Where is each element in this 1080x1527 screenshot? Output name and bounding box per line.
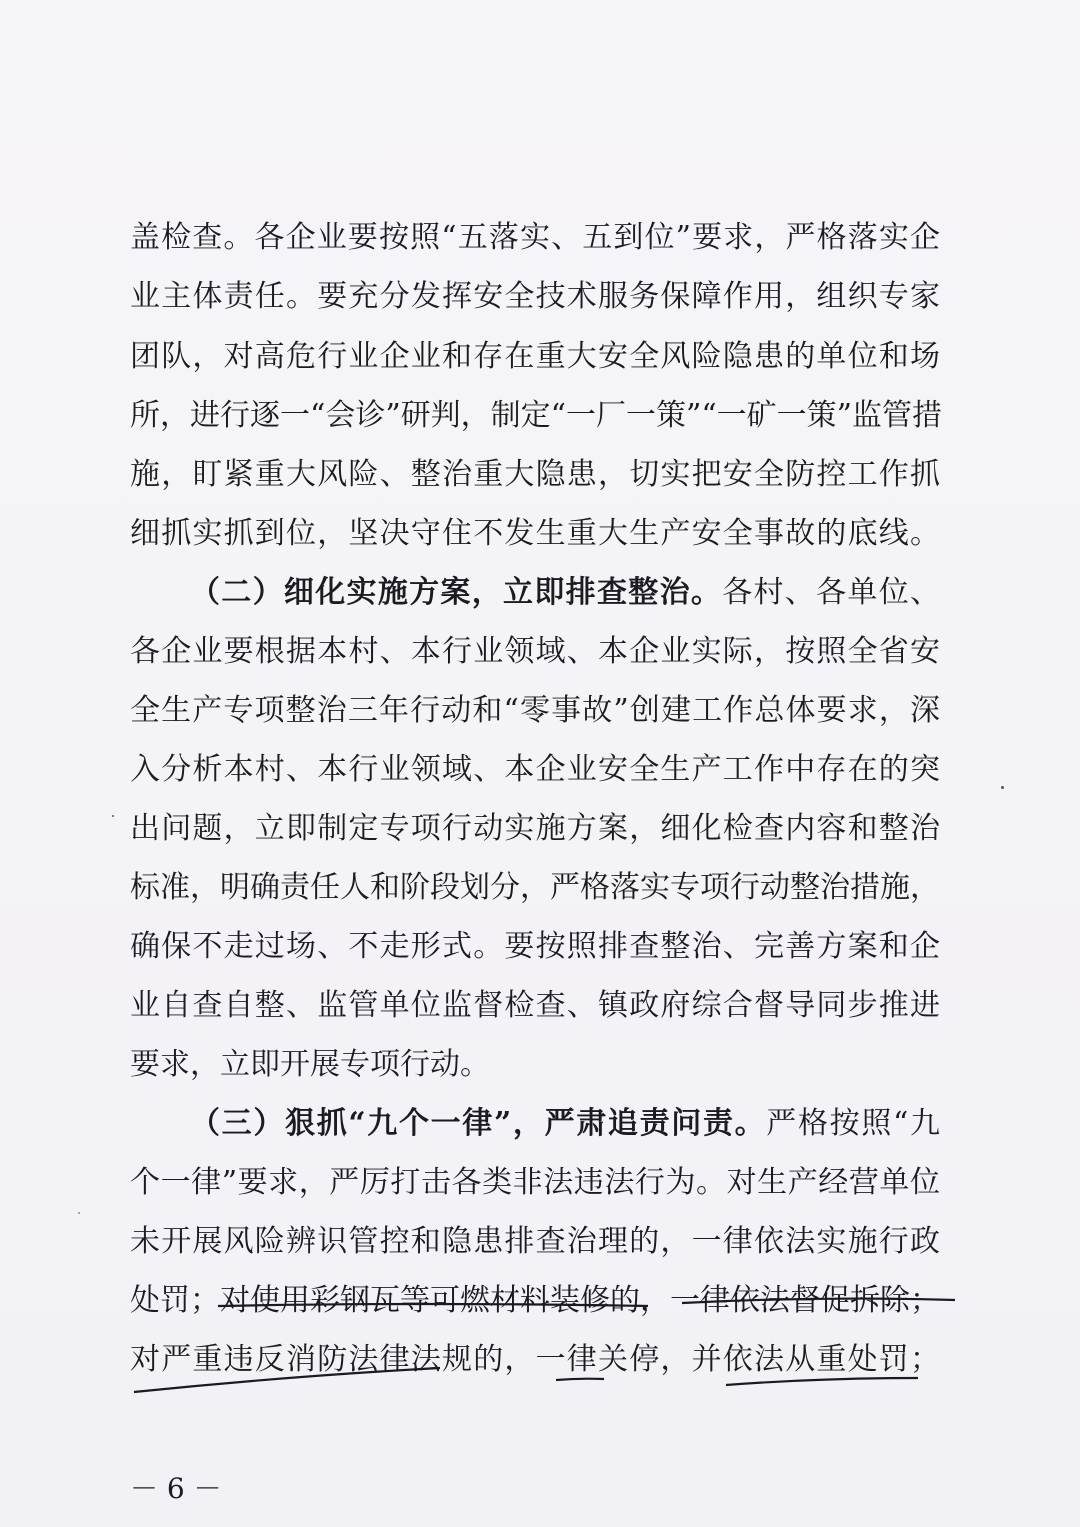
section-heading-line: [190, 573, 940, 613]
section-heading-line: [190, 1104, 940, 1144]
body-line: 出问题，立即制定专项行动实施方案，细化检查内容和整治: [130, 811, 940, 846]
body-line: 盖检查。各企业要按照“五落实、五到位”要求，严格落实企: [130, 220, 940, 255]
section-heading: （三）狠抓“九个一律”，严肃追责问责。: [190, 1106, 767, 1141]
body-line: 业自查自整、监管单位监督检查、镇政府综合督导同步推进: [130, 988, 940, 1023]
body-line: 处罚；对使用彩钢瓦等可燃材料装修的，一律依法督促拆除；: [130, 1283, 940, 1318]
heading-continuation: 严格按照“九: [766, 1106, 940, 1141]
body-line: 未开展风险辨识管控和隐患排查治理的，一律依法实施行政: [130, 1224, 940, 1259]
scan-speck: [1001, 786, 1004, 789]
scan-speck: [112, 815, 114, 817]
scan-speck: [78, 1212, 80, 1214]
body-line: 入分析本村、本行业领域、本企业安全生产工作中存在的突: [130, 752, 940, 787]
section-heading: （二）细化实施方案，立即排查整治。: [190, 575, 723, 610]
body-line: 个一律”要求，严厉打击各类非法违法行为。对生产经营单位: [130, 1165, 940, 1200]
heading-continuation: 各村、各单位、: [722, 575, 941, 610]
body-line: 业主体责任。要充分发挥安全技术服务保障作用，组织专家: [130, 279, 940, 314]
body-line: 全生产专项整治三年行动和“零事故”创建工作总体要求，深: [130, 693, 940, 728]
body-line: 要求，立即开展专项行动。: [130, 1047, 490, 1082]
body-line: 团队，对高危行业企业和存在重大安全风险隐患的单位和场: [130, 339, 940, 374]
body-line: 施，盯紧重大风险、整治重大隐患，切实把安全防控工作抓: [130, 457, 940, 492]
body-line: 确保不走过场、不走形式。要按照排查整治、完善方案和企: [130, 929, 940, 964]
page-number: － 6 －: [130, 1472, 222, 1505]
body-line: 标准，明确责任人和阶段划分，严格落实专项行动整治措施，: [130, 870, 940, 905]
body-line: 所，进行逐一“会诊”研判，制定“一厂一策”“一矿一策”监管措: [130, 398, 943, 433]
body-line: 各企业要根据本村、本行业领域、本企业实际，按照全省安: [130, 634, 940, 669]
body-line: 细抓实抓到位，坚决守住不发生重大生产安全事故的底线。: [130, 516, 940, 551]
body-line: 对严重违反消防法律法规的，一律关停，并依法从重处罚；: [130, 1342, 940, 1377]
